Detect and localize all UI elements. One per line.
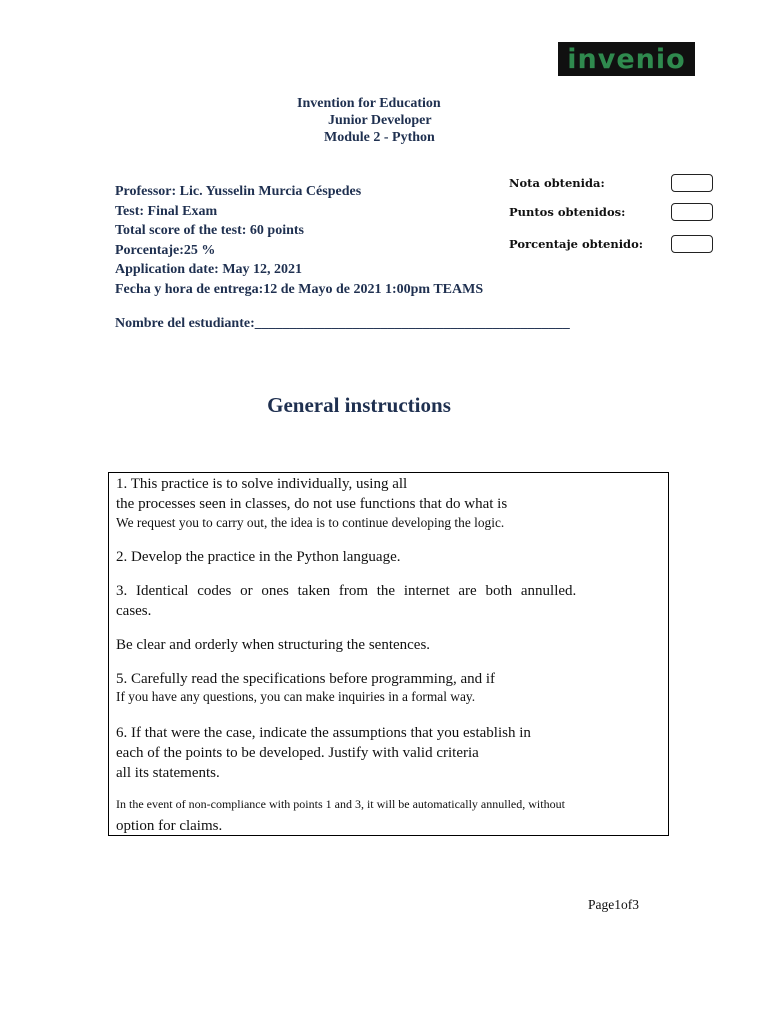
puntos-label: Puntos obtenidos: xyxy=(509,205,626,219)
invenio-logo xyxy=(558,42,695,76)
instruction-3a-text: 3. Identical codes or ones taken from the internet are both annulled. xyxy=(116,583,577,599)
delivery-line: Fecha y hora de entrega:12 de Mayo de 2021 1:00pm TEAMS xyxy=(115,281,484,297)
page-number: Page1of3 xyxy=(588,897,639,912)
instruction-1a: 1. This practice is to solve individually, using all xyxy=(116,476,408,492)
grade-row-porcentaje xyxy=(509,235,714,255)
test-line: Test: Final Exam xyxy=(115,203,218,219)
instruction-6b: each of the points to be developed. Justify with valid criteria xyxy=(116,745,479,761)
application-date-line: Application date: May 12, 2021 xyxy=(115,262,303,277)
instruction-5a: 5. Carefully read the specifications before programming, and if xyxy=(116,671,496,687)
instruction-3b: cases. xyxy=(116,603,152,619)
header-module: Module 2 - Python xyxy=(324,130,435,145)
header-program: Junior Developer xyxy=(328,113,432,128)
instruction-5b: If you have any questions, you can make inquiries in a formal way. xyxy=(116,689,476,704)
section-title: General instructions xyxy=(267,393,451,417)
puntos-box[interactable] xyxy=(671,203,713,221)
instruction-2: 2. Develop the practice in the Python language. xyxy=(116,549,401,565)
instruction-4: Be clear and orderly when structuring the sentences. xyxy=(116,637,431,653)
porcentaje-box[interactable] xyxy=(671,235,713,253)
instruction-6a: 6. If that were the case, indicate the assumptions that you establish in xyxy=(116,725,531,741)
note-line-a: In the event of non-compliance with points 1 and 3, it will be automatically annulled, without xyxy=(116,797,565,811)
porcentaje-obtenido-label: Porcentaje obtenido: xyxy=(509,237,644,251)
student-name-field[interactable]: Nombre del estudiante:_____________________________________________ xyxy=(115,316,570,331)
grade-row-puntos xyxy=(509,203,714,223)
total-score-line: Total score of the test: 60 points xyxy=(115,223,304,238)
note-line-b: option for claims. xyxy=(116,818,223,834)
instruction-3a xyxy=(116,583,582,600)
logo-text: invenio xyxy=(567,44,686,75)
nota-label: Nota obtenida: xyxy=(509,176,605,190)
instruction-1b: the processes seen in classes, do not use functions that do what is xyxy=(116,496,508,512)
instruction-6c: all its statements. xyxy=(116,765,220,781)
professor-line: Professor: Lic. Yusselin Murcia Céspedes xyxy=(115,184,362,199)
grade-row-nota xyxy=(509,174,714,194)
nota-box[interactable] xyxy=(671,174,713,192)
instructions-box xyxy=(108,472,669,836)
header-institution: Invention for Education xyxy=(297,96,441,111)
instruction-1c: We request you to carry out, the idea is to continue developing the logic. xyxy=(116,515,505,530)
porcentaje-line: Porcentaje:25 % xyxy=(115,242,216,258)
exam-info xyxy=(115,182,483,299)
